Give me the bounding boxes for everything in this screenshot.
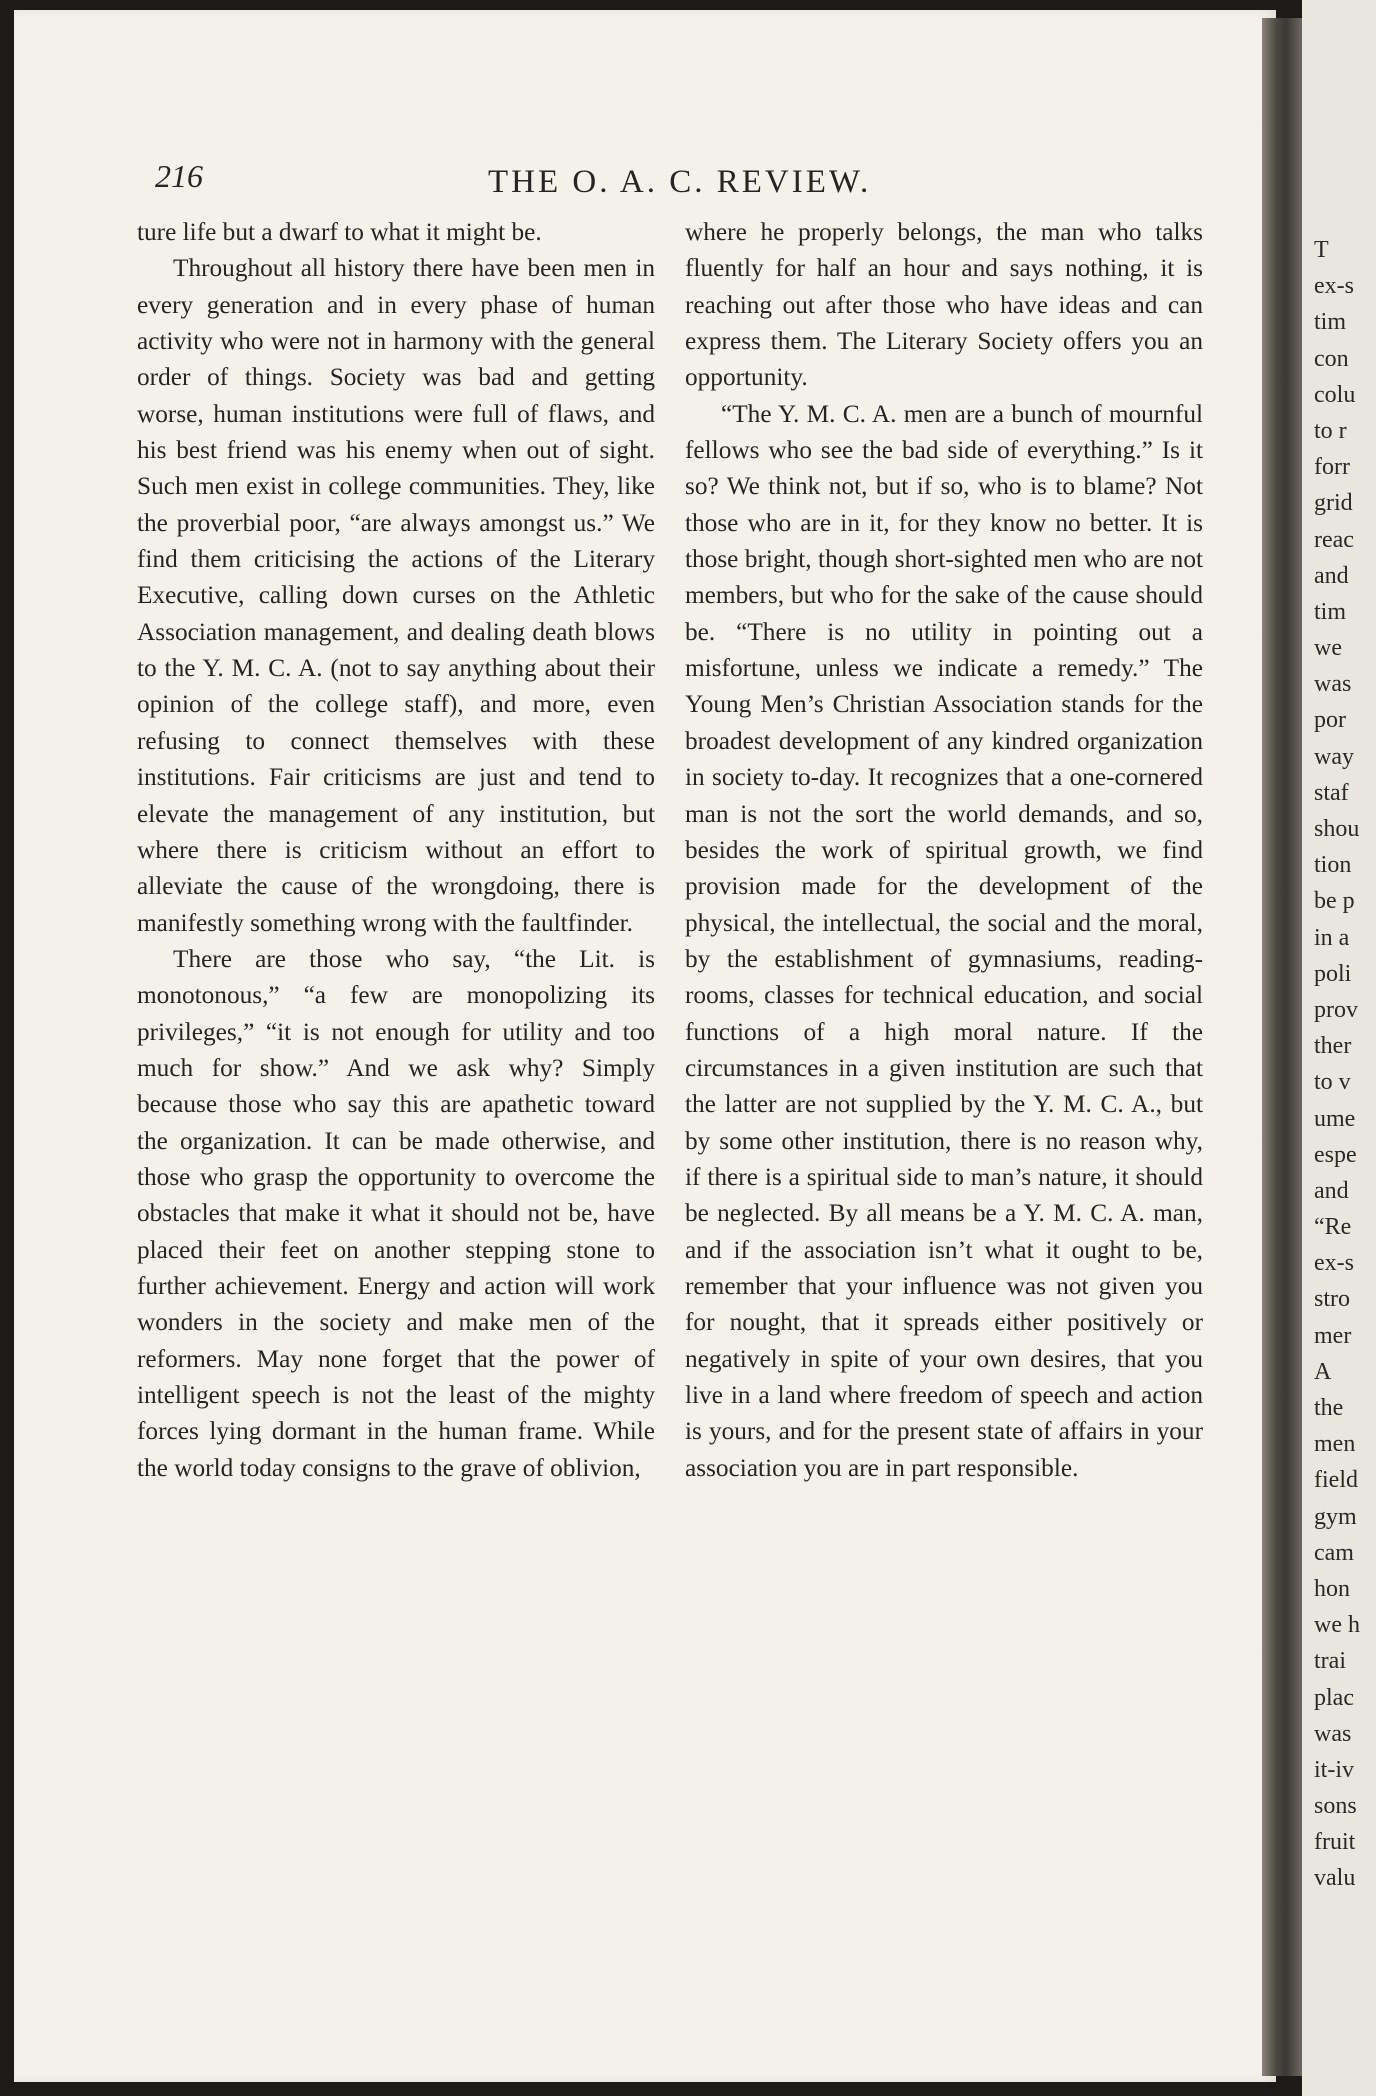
facing-page-fragment: trai <box>1314 1648 1346 1675</box>
facing-page-fragment: men <box>1314 1431 1356 1458</box>
facing-page-fragment: gym <box>1314 1503 1357 1530</box>
facing-page-fragment: reac <box>1314 526 1354 553</box>
facing-page-fragment: por <box>1314 707 1346 734</box>
facing-page-fragment: to v <box>1314 1069 1351 1096</box>
facing-page-fragment: ther <box>1314 1033 1352 1060</box>
facing-page-fragment: was <box>1314 671 1352 698</box>
facing-page-fragment: stro <box>1314 1286 1350 1313</box>
paragraph: “The Y. M. C. A. men are a bunch of mournful fellows who see the bad side of everything.” Is it so? We think not, but if so, who is to blame? Not those who are in it, for they know no better. It is those bright, though short-sighted men who are not members, but who for the sake of the cause should be. “There is no utility in pointing out a misfortune, unless we indicate a remedy.” The Young Men’s Christian Association stands for the broadest development of any kindred organization in society to-day. It recognizes that a one-cornered man is not the sort the world demands, and so, besides the work of spiritual growth, we find provision made for the development of the physical, the intellectual, the social and the moral, by the establishment of gymnasiums, reading-rooms, classes for technical education, and social functions of a high moral nature. If the circumstances in a given institution are such that the latter are not supplied by the Y. M. C. A., but by some other institution, there is no reason why, if there is a spiritual side to man’s nature, it should be neglected. By all means be a Y. M. C. A. man, and if the association isn’t what it ought to be, remember that your influence was not given you for nought, that it spreads either positively or negatively in spite of your own desires, that you live in a land where freedom of speech and action is yours, and for the present state of affairs in your association you are in part responsible. <box>685 399 1203 1482</box>
facing-page-fragment: T <box>1314 237 1329 263</box>
facing-page-fragment: prov <box>1314 996 1358 1023</box>
facing-page-fragment: sons <box>1314 1793 1357 1820</box>
book-gutter <box>1262 18 1302 2076</box>
running-header <box>140 158 1210 210</box>
paragraph: where he properly belongs, the man who talks fluently for half an hour and says nothing, it is reaching out after those who have ideas and can express them. The Literary Society offers you an opportunity. <box>685 218 1203 392</box>
facing-page-fragment: way <box>1314 743 1354 770</box>
facing-page-fragment: “Re <box>1314 1214 1352 1241</box>
right-column <box>685 214 1203 1486</box>
paragraph: There are those who say, “the Lit. is monotonous,” “a few are monopolizing its privileges,” “it is not enough for utility and too much for show.” And we ask why? Simply because those who say this are apathetic toward the organization. It can be made otherwise, and those who grasp the opportunity to overcome the obstacles that make it what it should not be, have placed their feet on another stepping stone to further achievement. Energy and action will work wonders in the society and make men of the reformers. May none forget that the power of intelligent speech is not the least of the mighty forces lying dormant in the human frame. While the world today consigns to the grave of oblivion, <box>137 944 655 1482</box>
facing-page-fragment: we h <box>1314 1612 1360 1639</box>
facing-page-fragment: and <box>1314 1177 1349 1204</box>
facing-page-fragment: was <box>1314 1720 1352 1747</box>
left-column <box>137 214 655 1486</box>
facing-page-fragment: and <box>1314 562 1349 589</box>
facing-page-fragment: in a <box>1314 924 1350 951</box>
facing-page-fragment: tim <box>1314 309 1347 336</box>
facing-page-fragment: forr <box>1314 454 1350 481</box>
facing-page-fragment: con <box>1314 345 1349 372</box>
facing-page-fragment: ex-s <box>1314 1250 1354 1277</box>
facing-page-fragment: fruit <box>1314 1829 1356 1856</box>
facing-page-fragment: hon <box>1314 1575 1350 1602</box>
facing-page-fragment: shou <box>1314 816 1360 842</box>
facing-page-fragment: ex-s <box>1314 273 1354 300</box>
facing-page-edge <box>1302 0 1376 2096</box>
paragraph: Throughout all history there have been men in every generation and in every phase of human activity who were not in harmony with the general order of things. Society was bad and getting worse, human institutions were full of flaws, and his best friend was his enemy when out of sight. Such men exist in college communities. They, like the proverbial poor, “are always amongst us.” We find them criticising the actions of the Literary Executive, calling down curses on the Athletic Association management, and dealing death blows to the Y. M. C. A. (not to say anything about their opinion of the college staff), and more, even refusing to connect themselves with these institutions. Fair criticisms are just and tend to elevate the management of any institution, but where there is criticism without an effort to alleviate the cause of the wrongdoing, there is manifestly something wrong with the faultfinder. <box>137 254 655 937</box>
facing-page-fragment: it-iv <box>1314 1756 1354 1783</box>
facing-page-fragment: valu <box>1314 1865 1356 1892</box>
facing-page-text-fragments <box>1302 232 1360 1897</box>
facing-page-fragment: espe <box>1314 1141 1357 1168</box>
facing-page-fragment: cam <box>1314 1539 1354 1566</box>
facing-page-fragment: be p <box>1314 888 1355 915</box>
facing-page-fragment: we <box>1314 635 1342 662</box>
facing-page-fragment: staf <box>1314 779 1349 806</box>
paragraph: ture life but a dwarf to what it might be. <box>137 218 542 246</box>
facing-page-fragment: A <box>1314 1358 1332 1385</box>
facing-page-fragment: colu <box>1314 381 1356 408</box>
facing-page-fragment: tion <box>1314 852 1352 879</box>
journal-title: THE O. A. C. REVIEW. <box>488 164 872 200</box>
facing-page-fragment: ume <box>1314 1105 1356 1132</box>
facing-page-fragment: plac <box>1314 1684 1354 1711</box>
facing-page-fragment: field <box>1314 1467 1358 1494</box>
facing-page-fragment: tim <box>1314 598 1347 625</box>
facing-page-fragment: mer <box>1314 1322 1352 1349</box>
facing-page-fragment: the <box>1314 1395 1344 1421</box>
facing-page-fragment: grid <box>1314 490 1353 517</box>
facing-page-fragment: to r <box>1314 417 1347 444</box>
page-number: 216 <box>155 158 203 194</box>
facing-page-fragment: poli <box>1314 960 1352 987</box>
